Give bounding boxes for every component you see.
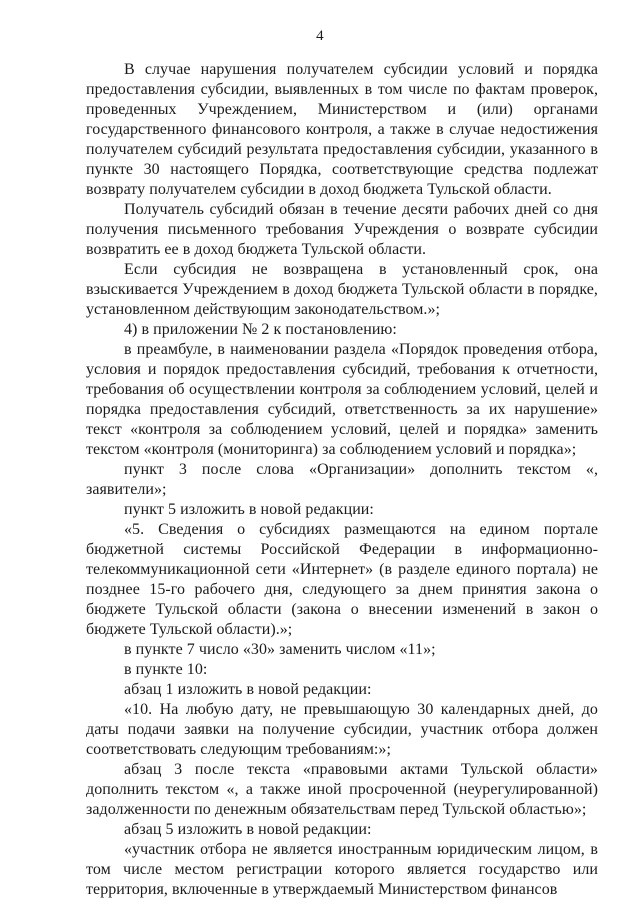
paragraph-point-3: пункт 3 после слова «Организации» дополнить текстом «, заявители»;	[86, 461, 598, 498]
page-number: 4	[316, 28, 324, 44]
paragraph-return-obligation: Получатель субсидий обязан в течение десяти рабочих дней со дня получения письменного требования Учреждения о возврате субсидии возвратить ее в доход бюджета Тульской области.	[86, 201, 598, 258]
paragraph-point-5: пункт 5 изложить в новой редакции:	[124, 501, 374, 518]
paragraph-point-7: в пункте 7 число «30» заменить числом «11»;	[124, 641, 436, 658]
paragraph-point-10-abzac-5: абзац 5 изложить в новой редакции:	[124, 821, 372, 838]
paragraph-point-10-abzac-1: абзац 1 изложить в новой редакции:	[124, 681, 372, 698]
paragraph-recovery: Если субсидия не возвращена в установленный срок, она взыскивается Учреждением в доход бюджета Тульской области в порядке, установленном действующим законодательством.»;	[86, 261, 598, 318]
paragraph-point-10-text: «10. На любую дату, не превышающую 30 календарных дней, до даты подачи заявки на получение субсидии, участник отбора должен соответствовать следующим требованиям:»;	[86, 701, 598, 758]
paragraph-point-10-abzac-3: абзац 3 после текста «правовыми актами Тульской области» дополнить текстом «, а также иной просроченной (неурегулированной) задолженности по денежным обязательствам перед Тульской областью»;	[86, 761, 598, 818]
paragraph-point-5-text: «5. Сведения о субсидиях размещаются на едином портале бюджетной системы Российской Федерации в информационно-телекоммуникационной сети «Интернет» (в разделе единого портала) не позднее 15-го рабочего дня, следующего за днем принятия закона о бюджете Тульской области (закона о внесении изменений в закон о бюджете Тульской области).»;	[86, 521, 598, 638]
document-body	[86, 60, 598, 900]
paragraph-preamble: в преамбуле, в наименовании раздела «Порядок проведения отбора, условия и порядок предоставления субсидий, требования к отчетности, требования об осуществлении контроля за соблюдением условий, целей и порядка предоставления субсидий, ответственность за их нарушение» текст «контроля за соблюдением условий, целей и порядка» заменить текстом «контроля (мониторинга) за соблюдением условий и порядка»;	[86, 341, 598, 458]
paragraph-item-4: 4) в приложении № 2 к постановлению:	[124, 321, 397, 338]
paragraph-violation: В случае нарушения получателем субсидии условий и порядка предоставления субсидии, выявленных в том числе по фактам проверок, проведенных Учреждением, Министерством и (или) органами государственного финансового контроля, а также в случае недостижения получателем субсидий результата предоставления субсидии, указанного в пункте 30 настоящего Порядка, соответствующие средства подлежат возврату получателем субсидии в доход бюджета Тульской области.	[86, 61, 598, 198]
paragraph-point-10: в пункте 10:	[124, 661, 208, 678]
paragraph-point-10-abzac-5-text: «участник отбора не является иностранным юридическим лицом, в том числе местом регистрации которого является государство или территория, включенные в утверждаемый Министерством финансов	[86, 841, 598, 898]
